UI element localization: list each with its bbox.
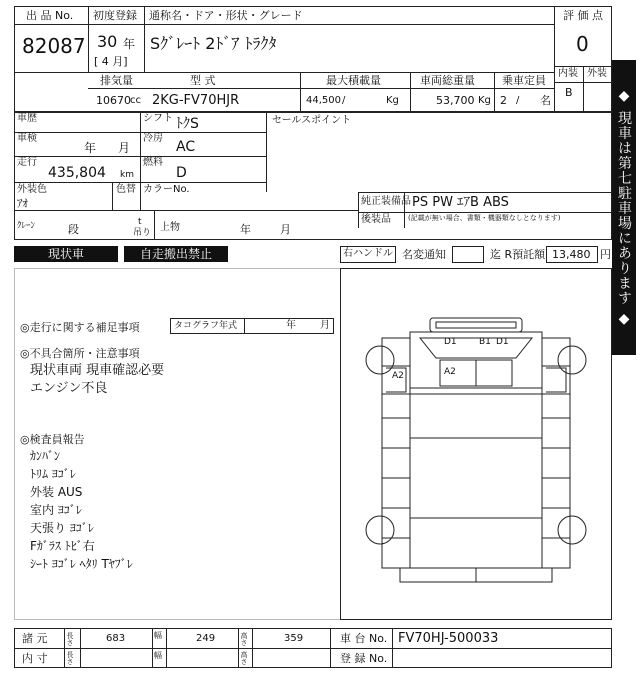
defect-line-1: 現状車両 現車確認必要 — [30, 363, 165, 378]
width-label: 幅 — [154, 631, 162, 640]
chassis-value: FV70HJ-500033 — [398, 631, 499, 646]
chassis-label: 車 台 No. — [340, 632, 388, 645]
factory-options-label: 純正装備品 — [361, 196, 411, 207]
length-value: 683 — [106, 633, 126, 644]
inner-width-label: 幅 — [154, 651, 162, 660]
dimensions-label: 諸 元 — [22, 632, 48, 645]
gross-weight-value: 53,700 — [436, 94, 475, 107]
capacity-label: 乗車定員 — [502, 74, 546, 87]
aftermarket-label: 後装品 — [361, 214, 391, 225]
inner-dimensions-label: 内 寸 — [22, 652, 48, 665]
score-label: 評 価 点 — [563, 9, 603, 22]
mileage-label: 走行 — [17, 157, 37, 168]
max-load-value: 44,500 — [306, 95, 341, 106]
tacho-label: タコグラフ年式 — [174, 321, 238, 331]
interior-score: B — [565, 86, 573, 99]
aftermarket-note: (記載が無い場合、書類・機器類なしとなります) — [408, 214, 561, 222]
inspection-label: 車検 — [17, 133, 37, 144]
upper-month-unit: 月 — [280, 223, 291, 236]
crane-label: ｸﾚｰﾝ — [17, 221, 36, 231]
color-no-label: カラーNo. — [143, 184, 190, 195]
registration-label: 登 録 No. — [340, 652, 388, 665]
inspector-label: ◎検査員報告 — [20, 433, 85, 446]
deposit-label: 迄 R預託額 — [490, 248, 546, 261]
ac-value: AC — [176, 139, 196, 155]
driving-notes-label: ◎走行に関する補足事項 — [20, 321, 140, 334]
first-reg-month: [ 4 月] — [94, 55, 128, 68]
parking-notice: ◆ 現車は第七駐車場にあります ◆ — [612, 60, 636, 355]
vehicle-name: Sｸﾞﾚｰﾄ 2ﾄﾞｱ ﾄﾗｸﾀ — [150, 34, 277, 53]
name-change-label: 名変通知 — [402, 248, 446, 261]
lot-label: 出 品 No. — [26, 9, 74, 22]
model-value: 2KG-FV70HJR — [152, 93, 240, 108]
factory-options-value: PS PW ｴｱB ABS — [412, 195, 509, 210]
width-value: 249 — [196, 633, 216, 644]
model-label: 型 式 — [190, 74, 216, 87]
shift-value: ﾄｸS — [176, 116, 199, 132]
inner-height-label: 高さ — [240, 651, 248, 665]
report-line-1: ｶﾝﾊﾞﾝ — [30, 449, 61, 463]
defects-label: ◎不具合箇所・注意事項 — [20, 347, 140, 360]
crane-stage-unit: 段 — [68, 223, 79, 236]
name-label: 通称名・ドア・形状・グレード — [149, 9, 303, 22]
truck-diagram — [340, 268, 612, 620]
displacement-label: 排気量 — [100, 74, 133, 87]
displacement-value: 10670 — [96, 94, 131, 107]
report-line-5: 天張り ﾖｺﾞﾚ — [30, 521, 94, 535]
color-change-label: 色替 — [116, 184, 136, 195]
height-value: 359 — [284, 633, 304, 644]
exterior-color-label: 外装色 — [17, 184, 47, 195]
exterior-color-value: ｱｵ — [17, 197, 28, 210]
fuel-value: D — [176, 165, 187, 181]
exterior-label: 外装 — [587, 68, 607, 79]
tacho-year-unit: 年 — [286, 320, 296, 331]
report-line-6: Fｶﾞﾗｽ ﾄﾋﾞ右 — [30, 539, 95, 553]
shift-label: シフト — [143, 113, 173, 124]
report-line-2: ﾄﾘﾑ ﾖｺﾞﾚ — [30, 467, 76, 481]
inspection-year-unit: 年 — [84, 141, 97, 155]
fuel-label: 燃料 — [143, 157, 163, 168]
self-drive-banned-badge: 自走搬出禁止 — [124, 246, 228, 262]
history-label: 車歴 — [17, 113, 37, 124]
interior-label: 内装 — [558, 68, 578, 79]
deposit-unit: 円 — [600, 248, 611, 261]
mileage-unit: km — [120, 170, 134, 180]
inspection-month-unit: 月 — [118, 141, 131, 155]
max-load-unit: Kg — [386, 95, 399, 106]
damage-a2-left: A2 — [392, 371, 404, 381]
report-line-3: 外装 AUS — [30, 485, 83, 499]
defect-line-2: エンジン不良 — [30, 381, 108, 396]
name-change-box — [452, 246, 484, 263]
inner-length-label: 長さ — [66, 651, 74, 665]
lot-number: 82087 — [22, 34, 86, 58]
tacho-month-unit: 月 — [320, 320, 330, 331]
upper-year-unit: 年 — [240, 223, 251, 236]
right-hand-label: 右ハンドル — [343, 248, 393, 259]
current-condition-badge: 現状車 — [14, 246, 118, 262]
gross-weight-label: 車両総重量 — [420, 74, 475, 87]
capacity-unit: 名 — [540, 94, 551, 107]
first-reg-year: 30 — [97, 32, 118, 51]
max-load-label: 最大積載量 — [326, 74, 381, 87]
damage-d1-left: D1 — [444, 337, 457, 347]
capacity-value: 2 — [500, 94, 507, 107]
first-reg-label: 初度登録 — [93, 9, 137, 22]
gross-weight-unit: Kg — [478, 95, 491, 106]
ac-label: 冷房 — [143, 133, 163, 144]
length-label: 長さ — [66, 632, 74, 646]
score-value: 0 — [576, 32, 589, 56]
height-label: 高さ — [240, 632, 248, 646]
damage-a2-right: A2 — [444, 367, 456, 377]
damage-b1: B1 — [479, 337, 491, 347]
first-reg-year-unit: 年 — [123, 37, 136, 51]
deposit-value: 13,480 — [552, 248, 591, 261]
report-line-4: 室内 ﾖｺﾞﾚ — [30, 503, 82, 517]
displacement-unit: cc — [130, 95, 141, 106]
crane-hook-unit: 吊り — [133, 228, 152, 238]
mileage-value: 435,804 — [48, 165, 106, 181]
crane-ton-unit: t — [138, 217, 142, 227]
upper-label: 上物 — [160, 222, 180, 233]
damage-d1-right: D1 — [496, 337, 509, 347]
sales-point-label: セールスポイント — [272, 115, 352, 126]
report-line-7: ｼｰﾄ ﾖｺﾞﾚ ﾍﾀﾘ Tﾔﾌﾞﾚ — [30, 557, 133, 571]
